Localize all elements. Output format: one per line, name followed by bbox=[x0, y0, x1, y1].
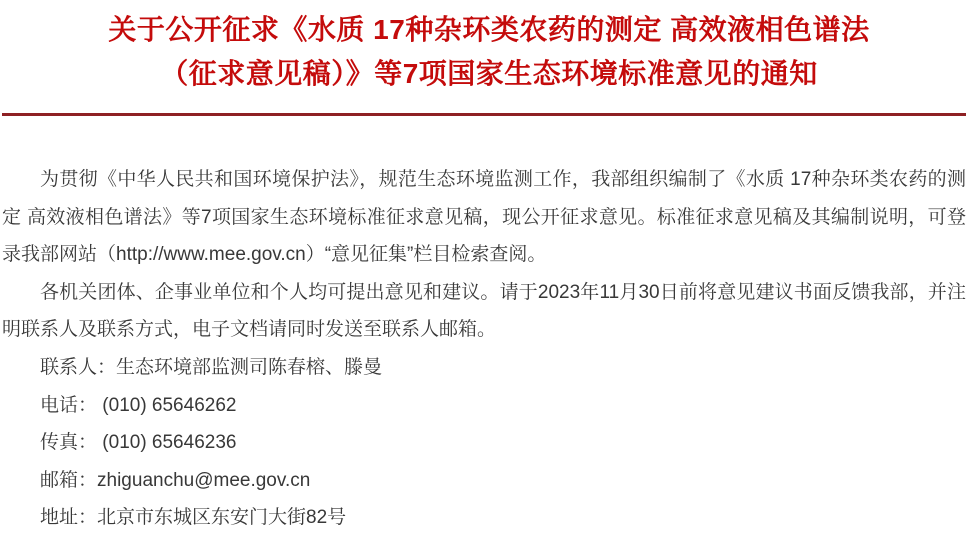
paragraph-feedback-instructions: 各机关团体、企事业单位和个人均可提出意见和建议。请于2023年11月30日前将意见建议书面反馈我部，并注明联系人及联系方式，电子文档请同时发送至联系人邮箱。 bbox=[2, 281, 966, 341]
contact-fax-label: 传真： bbox=[40, 432, 98, 454]
notice-title-line-1: 关于公开征求《水质 17种杂环类农药的测定 高效液相色谱法 bbox=[108, 14, 870, 45]
title-divider-rule bbox=[2, 113, 966, 116]
contact-phone-line bbox=[2, 387, 966, 425]
contact-address-label: 地址： bbox=[40, 507, 98, 529]
paragraph-intro: 为贯彻《中华人民共和国环境保护法》，规范生态环境监测工作，我部组织编制了《水质 17种杂环类农药的测定 高效液相色谱法》等7项国家生态环境标准征求意见稿，现公开征求意见。标准征求意见稿及其编制说明，可登录我部网站（http://www.mee.gov.cn）“意见征集”栏目检索查阅。 bbox=[2, 169, 966, 266]
contact-person-label: 联系人： bbox=[40, 356, 117, 378]
contact-address-line bbox=[2, 499, 966, 537]
contact-address-value: 北京市东城区东安门大街82号 bbox=[97, 507, 347, 529]
contact-email-value: zhiguanchu@mee.gov.cn bbox=[97, 469, 311, 491]
notice-title-line-2: （征求意见稿）》等7项国家生态环境标准意见的通知 bbox=[160, 58, 818, 89]
contact-phone-label: 电话： bbox=[40, 394, 98, 416]
contact-person-line bbox=[2, 349, 966, 387]
contact-fax-value: (010) 65646236 bbox=[97, 432, 237, 454]
contact-email-label: 邮箱： bbox=[40, 469, 98, 491]
contact-email-line bbox=[2, 462, 966, 500]
contact-fax-line bbox=[2, 424, 966, 462]
notice-title bbox=[0, 0, 978, 96]
contact-phone-value: (010) 65646262 bbox=[97, 394, 237, 416]
contact-person-value: 生态环境部监测司陈春榕、滕曼 bbox=[116, 356, 383, 378]
notice-body bbox=[2, 161, 966, 537]
